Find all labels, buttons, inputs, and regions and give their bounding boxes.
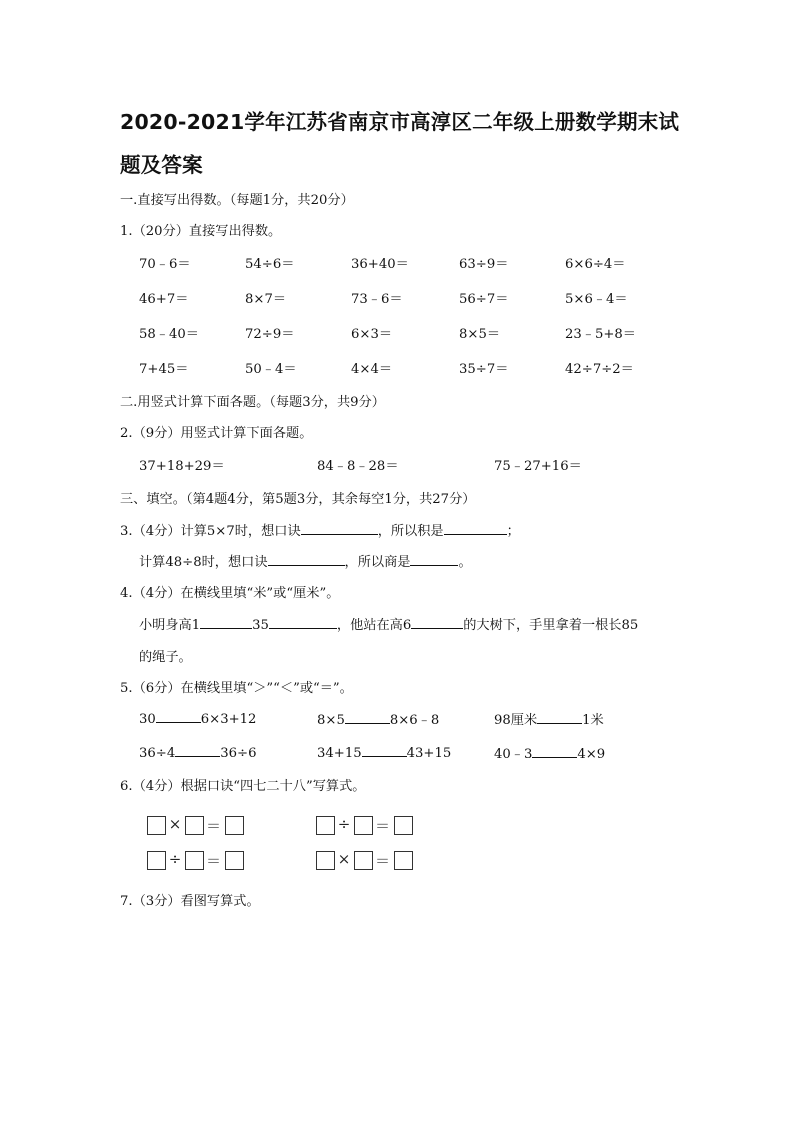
answer-blank[interactable] bbox=[410, 552, 458, 566]
calc-item: 42÷7÷2＝ bbox=[565, 362, 634, 377]
operator-symbol: × bbox=[337, 850, 351, 868]
vertical-calc-item: 84﹣8﹣28＝ bbox=[317, 459, 399, 474]
q4-line2: 的绳子。 bbox=[139, 650, 192, 665]
answer-blank[interactable] bbox=[175, 743, 220, 757]
q4-text-d: 的大树下，手里拿着一根长85 bbox=[463, 618, 639, 633]
section3-heading: 三、填空。（第4题4分，第5题3分，其余每空1分，共27分） bbox=[120, 492, 476, 507]
answer-box[interactable] bbox=[394, 816, 413, 835]
answer-box[interactable] bbox=[185, 851, 204, 870]
q3-line2-mid: ，所以商是 bbox=[344, 555, 411, 570]
answer-box[interactable] bbox=[225, 851, 244, 870]
calc-item: 35÷7＝ bbox=[459, 362, 509, 377]
compare-item: 40﹣3 4×9 bbox=[494, 743, 605, 762]
q7-label: 7.（3分）看图写算式。 bbox=[120, 894, 260, 909]
answer-box[interactable] bbox=[316, 816, 335, 835]
compare-item: 30 6×3+12 bbox=[139, 709, 256, 727]
page-title-line1: 2020-2021学年江苏省南京市高淳区二年级上册数学期末试 bbox=[120, 110, 680, 134]
answer-box[interactable] bbox=[225, 816, 244, 835]
compare-item: 98厘米 1米 bbox=[494, 709, 604, 728]
q3-line2 bbox=[139, 551, 472, 570]
q3-label: 3.（4分）计算5×7时，想口诀 bbox=[120, 524, 301, 539]
answer-box[interactable] bbox=[147, 851, 166, 870]
calc-item: 73﹣6＝ bbox=[351, 292, 403, 307]
calc-item: 50﹣4＝ bbox=[245, 362, 297, 377]
calc-item: 58﹣40＝ bbox=[139, 327, 199, 342]
q4-text-c: ，他站在高6 bbox=[336, 618, 412, 633]
q3-line1 bbox=[120, 520, 520, 539]
answer-blank[interactable] bbox=[301, 521, 378, 535]
q4-text-a: 小明身高1 bbox=[139, 618, 201, 633]
vertical-calc-item: 37+18+29＝ bbox=[139, 459, 225, 474]
calc-item: 6×3＝ bbox=[351, 327, 393, 342]
equals-symbol: ＝ bbox=[375, 817, 391, 835]
equals-symbol: ＝ bbox=[206, 852, 222, 870]
answer-blank[interactable] bbox=[362, 743, 407, 757]
q4-line1 bbox=[139, 614, 638, 633]
calc-item: 23﹣5+8＝ bbox=[565, 327, 636, 342]
section2-heading: 二.用竖式计算下面各题。（每题3分，共9分） bbox=[120, 395, 385, 410]
calc-item: 4×4＝ bbox=[351, 362, 393, 377]
calc-item: 5×6﹣4＝ bbox=[565, 292, 628, 307]
q3-mid: ，所以积是 bbox=[377, 524, 444, 539]
compare-item: 34+15 43+15 bbox=[317, 743, 451, 761]
section1-heading: 一.直接写出得数。（每题1分，共20分） bbox=[120, 193, 354, 208]
answer-blank[interactable] bbox=[345, 710, 390, 724]
operator-symbol: ÷ bbox=[337, 815, 351, 833]
calc-item: 6×6÷4＝ bbox=[565, 257, 626, 272]
compare-item: 8×5 8×6﹣8 bbox=[317, 709, 439, 728]
equals-symbol: ＝ bbox=[206, 817, 222, 835]
answer-blank[interactable] bbox=[269, 615, 337, 629]
calc-item: 70﹣6＝ bbox=[139, 257, 191, 272]
q3-line2-a: 计算48÷8时，想口诀 bbox=[139, 555, 268, 570]
answer-box[interactable] bbox=[185, 816, 204, 835]
answer-blank[interactable] bbox=[444, 521, 507, 535]
equals-symbol: ＝ bbox=[375, 852, 391, 870]
q5-label: 5.（6分）在横线里填“＞”“＜”或“＝”。 bbox=[120, 681, 353, 696]
q4-label: 4.（4分）在横线里填“米”或“厘米”。 bbox=[120, 586, 340, 601]
q3-line2-end: 。 bbox=[458, 555, 472, 570]
answer-blank[interactable] bbox=[532, 744, 577, 758]
answer-box[interactable] bbox=[316, 851, 335, 870]
calc-item: 7+45＝ bbox=[139, 362, 189, 377]
answer-blank[interactable] bbox=[268, 552, 345, 566]
calc-item: 54÷6＝ bbox=[245, 257, 295, 272]
answer-blank[interactable] bbox=[411, 615, 463, 629]
page-title-line2: 题及答案 bbox=[120, 153, 203, 177]
calc-item: 72÷9＝ bbox=[245, 327, 295, 342]
calc-item: 8×5＝ bbox=[459, 327, 501, 342]
vertical-calc-item: 75﹣27+16＝ bbox=[494, 459, 582, 474]
q3-end: ； bbox=[506, 524, 520, 539]
answer-box[interactable] bbox=[354, 851, 373, 870]
q4-text-b: 35 bbox=[252, 618, 269, 633]
q6-label: 6.（4分）根据口诀“四七二十八”写算式。 bbox=[120, 779, 366, 794]
q1-label: 1.（20分）直接写出得数。 bbox=[120, 224, 282, 239]
answer-blank[interactable] bbox=[200, 615, 252, 629]
answer-blank[interactable] bbox=[537, 710, 582, 724]
calc-item: 63÷9＝ bbox=[459, 257, 509, 272]
compare-item: 36÷4 36÷6 bbox=[139, 743, 256, 761]
answer-blank[interactable] bbox=[156, 709, 201, 723]
calc-item: 36+40＝ bbox=[351, 257, 409, 272]
operator-symbol: × bbox=[168, 815, 182, 833]
calc-item: 46+7＝ bbox=[139, 292, 189, 307]
answer-box[interactable] bbox=[394, 851, 413, 870]
answer-box[interactable] bbox=[354, 816, 373, 835]
operator-symbol: ÷ bbox=[168, 850, 182, 868]
calc-item: 56÷7＝ bbox=[459, 292, 509, 307]
calc-item: 8×7＝ bbox=[245, 292, 287, 307]
answer-box[interactable] bbox=[147, 816, 166, 835]
q2-label: 2.（9分）用竖式计算下面各题。 bbox=[120, 426, 313, 441]
